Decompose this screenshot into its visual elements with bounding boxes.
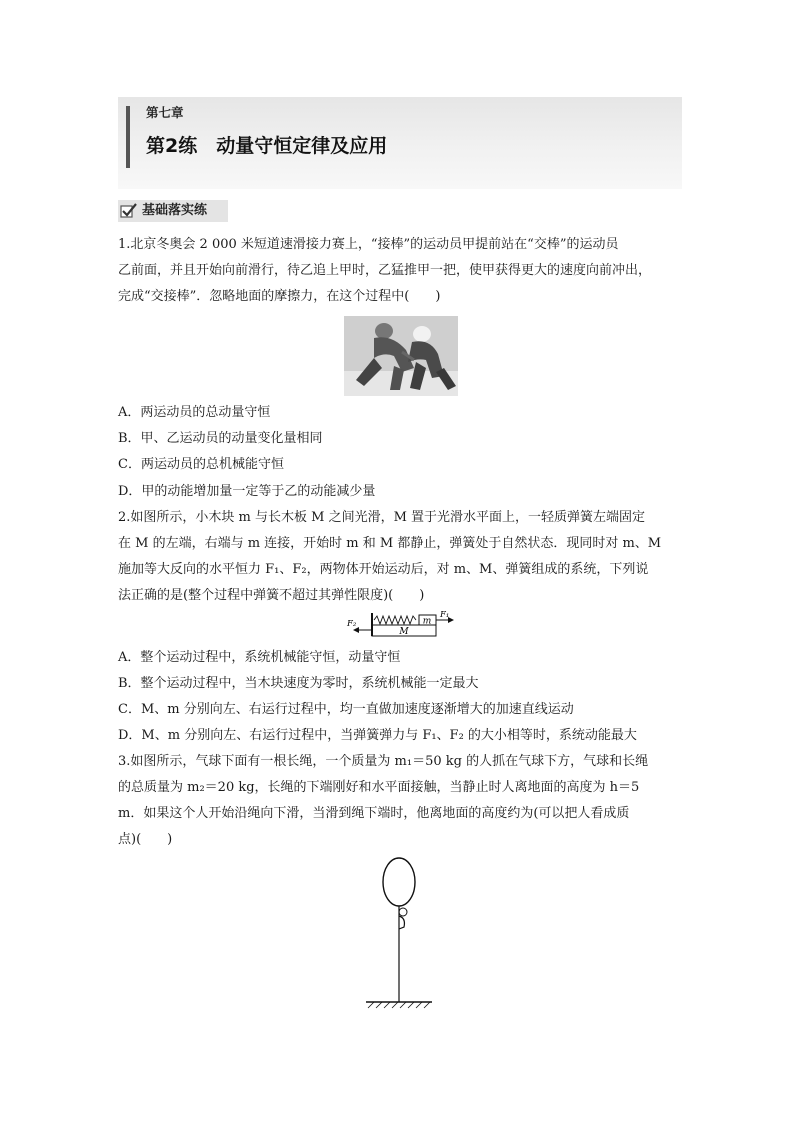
option-d: D．甲的动能增加量一定等于乙的动能减少量 — [118, 484, 376, 499]
ground-hatch — [368, 1002, 430, 1008]
speed-skaters-photo — [344, 316, 458, 396]
question-text: 施加等大反向的水平恒力 F₁、F₂，两物体开始运动后，对 m、M、弹簧组成的系统，下列说 — [118, 562, 649, 577]
option-a: A．两运动员的总动量守恒 — [118, 405, 271, 420]
option-c: C．M、m 分别向左、右运行过程中，均一直做加速度逐渐增大的加速直线运动 — [118, 702, 574, 717]
chapter-label: 第七章 — [146, 105, 184, 120]
question-text: 点)( ) — [118, 832, 173, 847]
label-m: m — [422, 616, 432, 627]
balloon-rope-diagram — [362, 855, 442, 1015]
question-text: 在 M 的左端，右端与 m 连接，开始时 m 和 M 都静止，弹簧处于自然状态．现同时对 m、M — [118, 536, 662, 551]
question-text: 3.如图所示，气球下面有一根长绳，一个质量为 m₁＝50 kg 的人抓在气球下方，气球和长绳 — [118, 754, 649, 769]
page-title: 第2练 动量守恒定律及应用 — [146, 135, 388, 157]
option-d: D．M、m 分别向左、右运行过程中，当弹簧弹力与 F₁、F₂ 的大小相等时，系统动能最大 — [118, 728, 637, 743]
option-b: B．甲、乙运动员的动量变化量相同 — [118, 431, 323, 446]
section-heading — [118, 200, 228, 222]
section-label: 基础落实练 — [142, 203, 208, 218]
question-text: 乙前面，并且开始向前滑行，待乙追上甲时，乙猛推甲一把，使甲获得更大的速度向前冲出， — [118, 263, 652, 278]
question-text: m．如果这个人开始沿绳向下滑，当滑到绳下端时，他离地面的高度约为(可以把人看成质 — [118, 806, 630, 821]
person-body — [399, 916, 404, 929]
label-M: M — [399, 627, 409, 637]
person-head — [399, 908, 407, 916]
option-a: A．整个运动过程中，系统机械能守恒，动量守恒 — [118, 650, 401, 665]
label-F1: F₁ — [440, 610, 450, 620]
question-text: 的总质量为 m₂＝20 kg，长绳的下端刚好和水平面接触，当静止时人离地面的高度为 h＝5 — [118, 780, 640, 795]
option-b: B．整个运动过程中，当木块速度为零时，系统机械能一定最大 — [118, 676, 479, 691]
balloon — [383, 858, 415, 906]
question-text: 1.北京冬奥会 2 000 米短道速滑接力赛上，“接棒”的运动员甲提前站在“交棒”的运动员 — [118, 237, 619, 252]
header-accent-bar — [126, 106, 130, 168]
question-text: 2.如图所示，小木块 m 与长木板 M 之间光滑，M 置于光滑水平面上，一轻质弹簧左端固定 — [118, 510, 646, 525]
label-F2: F₂ — [347, 619, 357, 629]
question-text: 法正确的是(整个过程中弹簧不超过其弹性限度)( ) — [118, 588, 425, 603]
option-c: C．两运动员的总机械能守恒 — [118, 457, 284, 472]
checkmark-icon — [120, 203, 138, 219]
question-text: 完成“交接棒”．忽略地面的摩擦力，在这个过程中( ) — [118, 289, 441, 304]
spring-board-diagram — [344, 610, 460, 640]
spring — [374, 616, 416, 624]
